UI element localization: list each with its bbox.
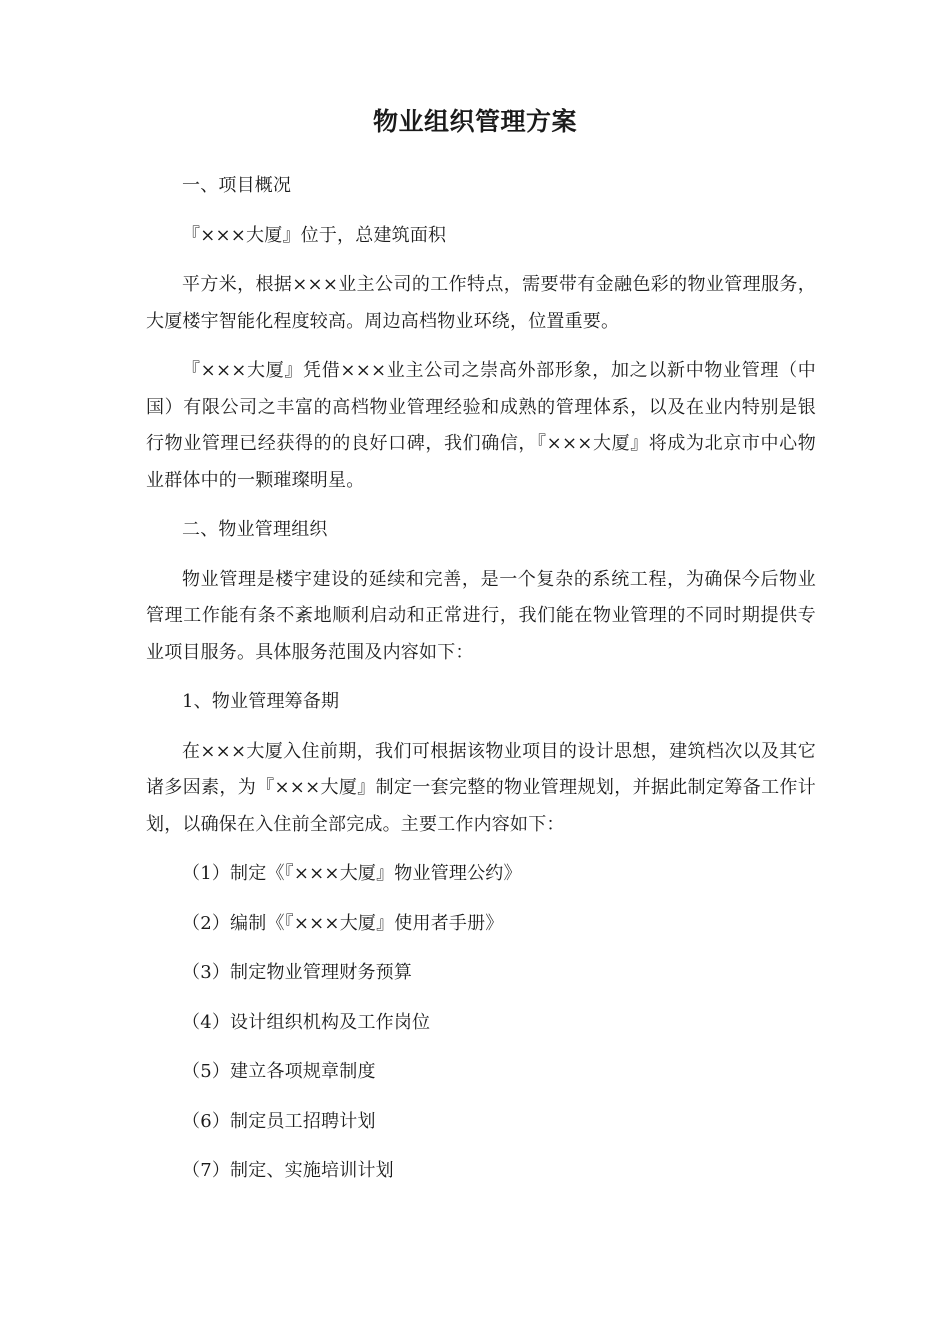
paragraph: 物业管理是楼宇建设的延续和完善，是一个复杂的系统工程，为确保今后物业管理工作能有条不紊地顺利启动和正常进行，我们能在物业管理的不同时期提供专业项目服务。具体服务范围及内容如下： [146,568,816,663]
paragraph: 在×××大厦入住前期，我们可根据该物业项目的设计思想，建筑档次以及其它诸多因素，为『×××大厦』制定一套完整的物业管理规划，并据此制定筹备工作计划，以确保在入住前全部完成。主要工作内容如下： [146,740,816,835]
document-title: 物业组织管理方案 [372,107,577,136]
section-heading-1: 一、项目概况 [182,175,292,196]
section-heading-2: 二、物业管理组织 [182,519,328,540]
list-item: （5）建立各项规章制度 [182,1061,376,1082]
paragraph: 平方米，根据×××业主公司的工作特点，需要带有金融色彩的物业管理服务，大厦楼宇智能化程度较高。周边高档物业环绕，位置重要。 [146,274,816,332]
list-item: （1）制定《『×××大厦』物业管理公约》 [182,863,522,884]
paragraph: 『×××大厦』凭借×××业主公司之崇高外部形象，加之以新中物业管理（中国）有限公司之丰富的高档物业管理经验和成熟的管理体系，以及在业内特别是银行物业管理已经获得的的良好口碑，我们确信，『×××大厦』将成为北京市中心物业群体中的一颗璀璨明星。 [146,360,816,491]
list-item: （2）编制《『×××大厦』使用者手册》 [182,912,504,934]
list-item: （4）设计组织机构及工作岗位 [182,1011,431,1033]
list-item: （7）制定、实施培训计划 [182,1160,394,1181]
document-body [146,168,816,1190]
list-item: （6）制定员工招聘计划 [182,1110,376,1132]
paragraph: 『×××大厦』位于，总建筑面积 [182,224,447,246]
list-item: （3）制定物业管理财务预算 [182,962,413,983]
subsection-heading: 1、物业管理筹备期 [182,691,340,712]
